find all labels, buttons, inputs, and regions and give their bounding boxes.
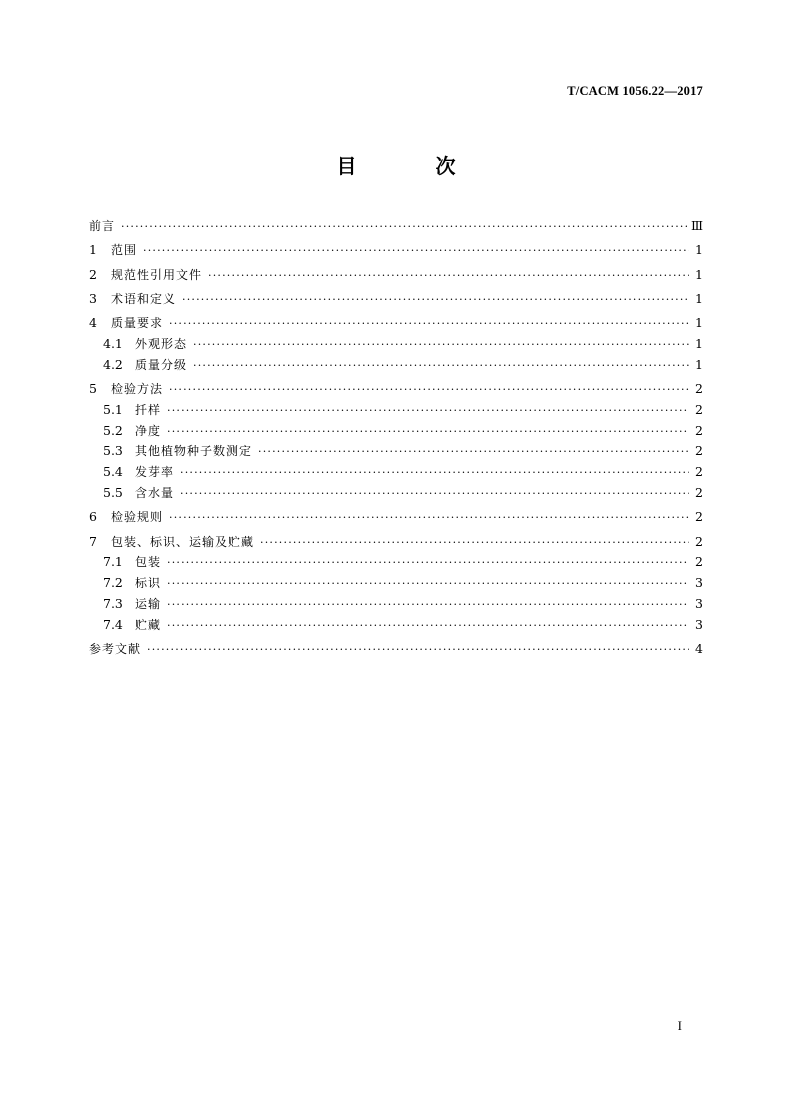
toc-entry-title: 规范性引用文件	[111, 267, 203, 282]
toc-entry[interactable]	[89, 355, 703, 376]
toc-entry-number: 5.3	[103, 443, 123, 459]
toc-entry-number: 5.2	[103, 422, 123, 438]
toc-entry[interactable]	[89, 421, 703, 442]
toc-entry-number: 3	[89, 290, 97, 306]
toc-leader-dots	[147, 640, 689, 661]
toc-entry-title: 范围	[111, 243, 138, 258]
toc-entry-number: 7.1	[103, 554, 123, 570]
toc-entry-page: 2	[695, 554, 703, 570]
toc-entry-page: 1	[695, 335, 703, 351]
toc-entry-page: 2	[695, 485, 703, 501]
toc-entry-number: 1	[89, 242, 97, 258]
page-title: 目 次	[336, 154, 492, 178]
toc-entry[interactable]	[89, 594, 703, 615]
toc-entry-title: 检验规则	[111, 510, 164, 525]
toc-leader-dots	[167, 574, 689, 595]
toc-entry-page: 1	[695, 242, 703, 258]
toc-entry-title: 前言	[89, 219, 116, 233]
toc-entry-page: 4	[695, 641, 703, 657]
toc-entry-title: 贮藏	[135, 617, 162, 632]
toc-leader-dots	[169, 314, 689, 335]
toc-entry-page: 3	[695, 596, 703, 612]
toc-leader-dots	[182, 290, 689, 311]
toc-entry-title: 参考文献	[89, 642, 142, 657]
toc-leader-dots	[143, 241, 689, 262]
toc-entry[interactable]	[89, 552, 703, 573]
toc-entry-page: 2	[695, 509, 703, 525]
toc-entry-page: 3	[695, 575, 703, 591]
toc-entry-number: 6	[89, 509, 97, 525]
toc-entry[interactable]	[89, 615, 703, 636]
toc-entry[interactable]	[89, 639, 703, 660]
toc-entry-title: 扦样	[135, 402, 162, 417]
toc-entry[interactable]	[89, 289, 703, 310]
toc-entry[interactable]	[89, 379, 703, 400]
toc-entry-number: 4.1	[103, 335, 123, 351]
toc-entry-page: Ⅲ	[690, 218, 703, 233]
toc-leader-dots	[167, 422, 689, 443]
toc-leader-dots	[193, 335, 689, 356]
toc-leader-dots	[193, 356, 689, 377]
toc-entry[interactable]	[89, 462, 703, 483]
toc-entry-page: 2	[695, 381, 703, 397]
toc-entry-title: 运输	[135, 597, 162, 612]
toc-entry-title: 标识	[135, 576, 162, 591]
toc-entry-title: 检验方法	[111, 382, 164, 397]
toc-entry[interactable]	[89, 313, 703, 334]
table-of-contents	[89, 216, 703, 660]
toc-entry-page: 3	[695, 616, 703, 632]
toc-entry-title: 外观形态	[135, 336, 188, 351]
toc-entry-page: 2	[695, 401, 703, 417]
toc-entry-number: 2	[89, 266, 97, 282]
toc-leader-dots	[167, 553, 689, 574]
toc-entry-title: 质量分级	[135, 357, 188, 372]
toc-leader-dots	[169, 508, 689, 529]
toc-entry-number: 5.1	[103, 401, 123, 417]
toc-entry[interactable]	[89, 216, 703, 237]
toc-leader-dots	[121, 217, 687, 238]
toc-entry-title: 术语和定义	[111, 291, 177, 306]
toc-entry-title: 包装、标识、运输及贮藏	[111, 534, 255, 549]
toc-entry[interactable]	[89, 400, 703, 421]
page-number: I	[677, 1018, 682, 1033]
toc-leader-dots	[260, 533, 689, 554]
toc-entry[interactable]	[89, 441, 703, 462]
toc-entry-page: 1	[695, 266, 703, 282]
toc-leader-dots	[180, 484, 689, 505]
toc-entry-number: 7.3	[103, 596, 123, 612]
toc-entry[interactable]	[89, 240, 703, 261]
toc-entry[interactable]	[89, 507, 703, 528]
toc-entry-title: 包装	[135, 555, 162, 570]
toc-entry-page: 1	[695, 290, 703, 306]
toc-entry-number: 4.2	[103, 356, 123, 372]
toc-leader-dots	[167, 401, 689, 422]
standard-code: T/CACM 1056.22—2017	[567, 84, 703, 98]
toc-entry-number: 5	[89, 381, 97, 397]
toc-entry-page: 1	[695, 356, 703, 372]
toc-entry-number: 7.4	[103, 616, 123, 632]
toc-entry-title: 其他植物种子数测定	[135, 444, 253, 459]
toc-leader-dots	[180, 463, 689, 484]
toc-entry-page: 2	[695, 464, 703, 480]
toc-entry-number: 4	[89, 315, 97, 331]
toc-leader-dots	[208, 266, 689, 287]
toc-entry-title: 质量要求	[111, 316, 164, 331]
toc-leader-dots	[258, 442, 689, 463]
toc-entry[interactable]	[89, 334, 703, 355]
toc-leader-dots	[167, 616, 689, 637]
toc-entry-number: 7.2	[103, 575, 123, 591]
toc-entry[interactable]	[89, 532, 703, 553]
toc-entry[interactable]	[89, 483, 703, 504]
toc-leader-dots	[167, 595, 689, 616]
toc-entry-number: 5.5	[103, 485, 123, 501]
toc-entry-title: 发芽率	[135, 465, 175, 480]
toc-entry-number: 7	[89, 533, 97, 549]
toc-entry-number: 5.4	[103, 464, 123, 480]
toc-entry-page: 1	[695, 315, 703, 331]
toc-entry-page: 2	[695, 443, 703, 459]
toc-entry-title: 净度	[135, 423, 162, 438]
toc-leader-dots	[169, 380, 689, 401]
toc-entry-page: 2	[695, 422, 703, 438]
toc-entry-page: 2	[695, 533, 703, 549]
toc-entry[interactable]	[89, 573, 703, 594]
toc-entry[interactable]	[89, 265, 703, 286]
toc-entry-title: 含水量	[135, 486, 175, 501]
